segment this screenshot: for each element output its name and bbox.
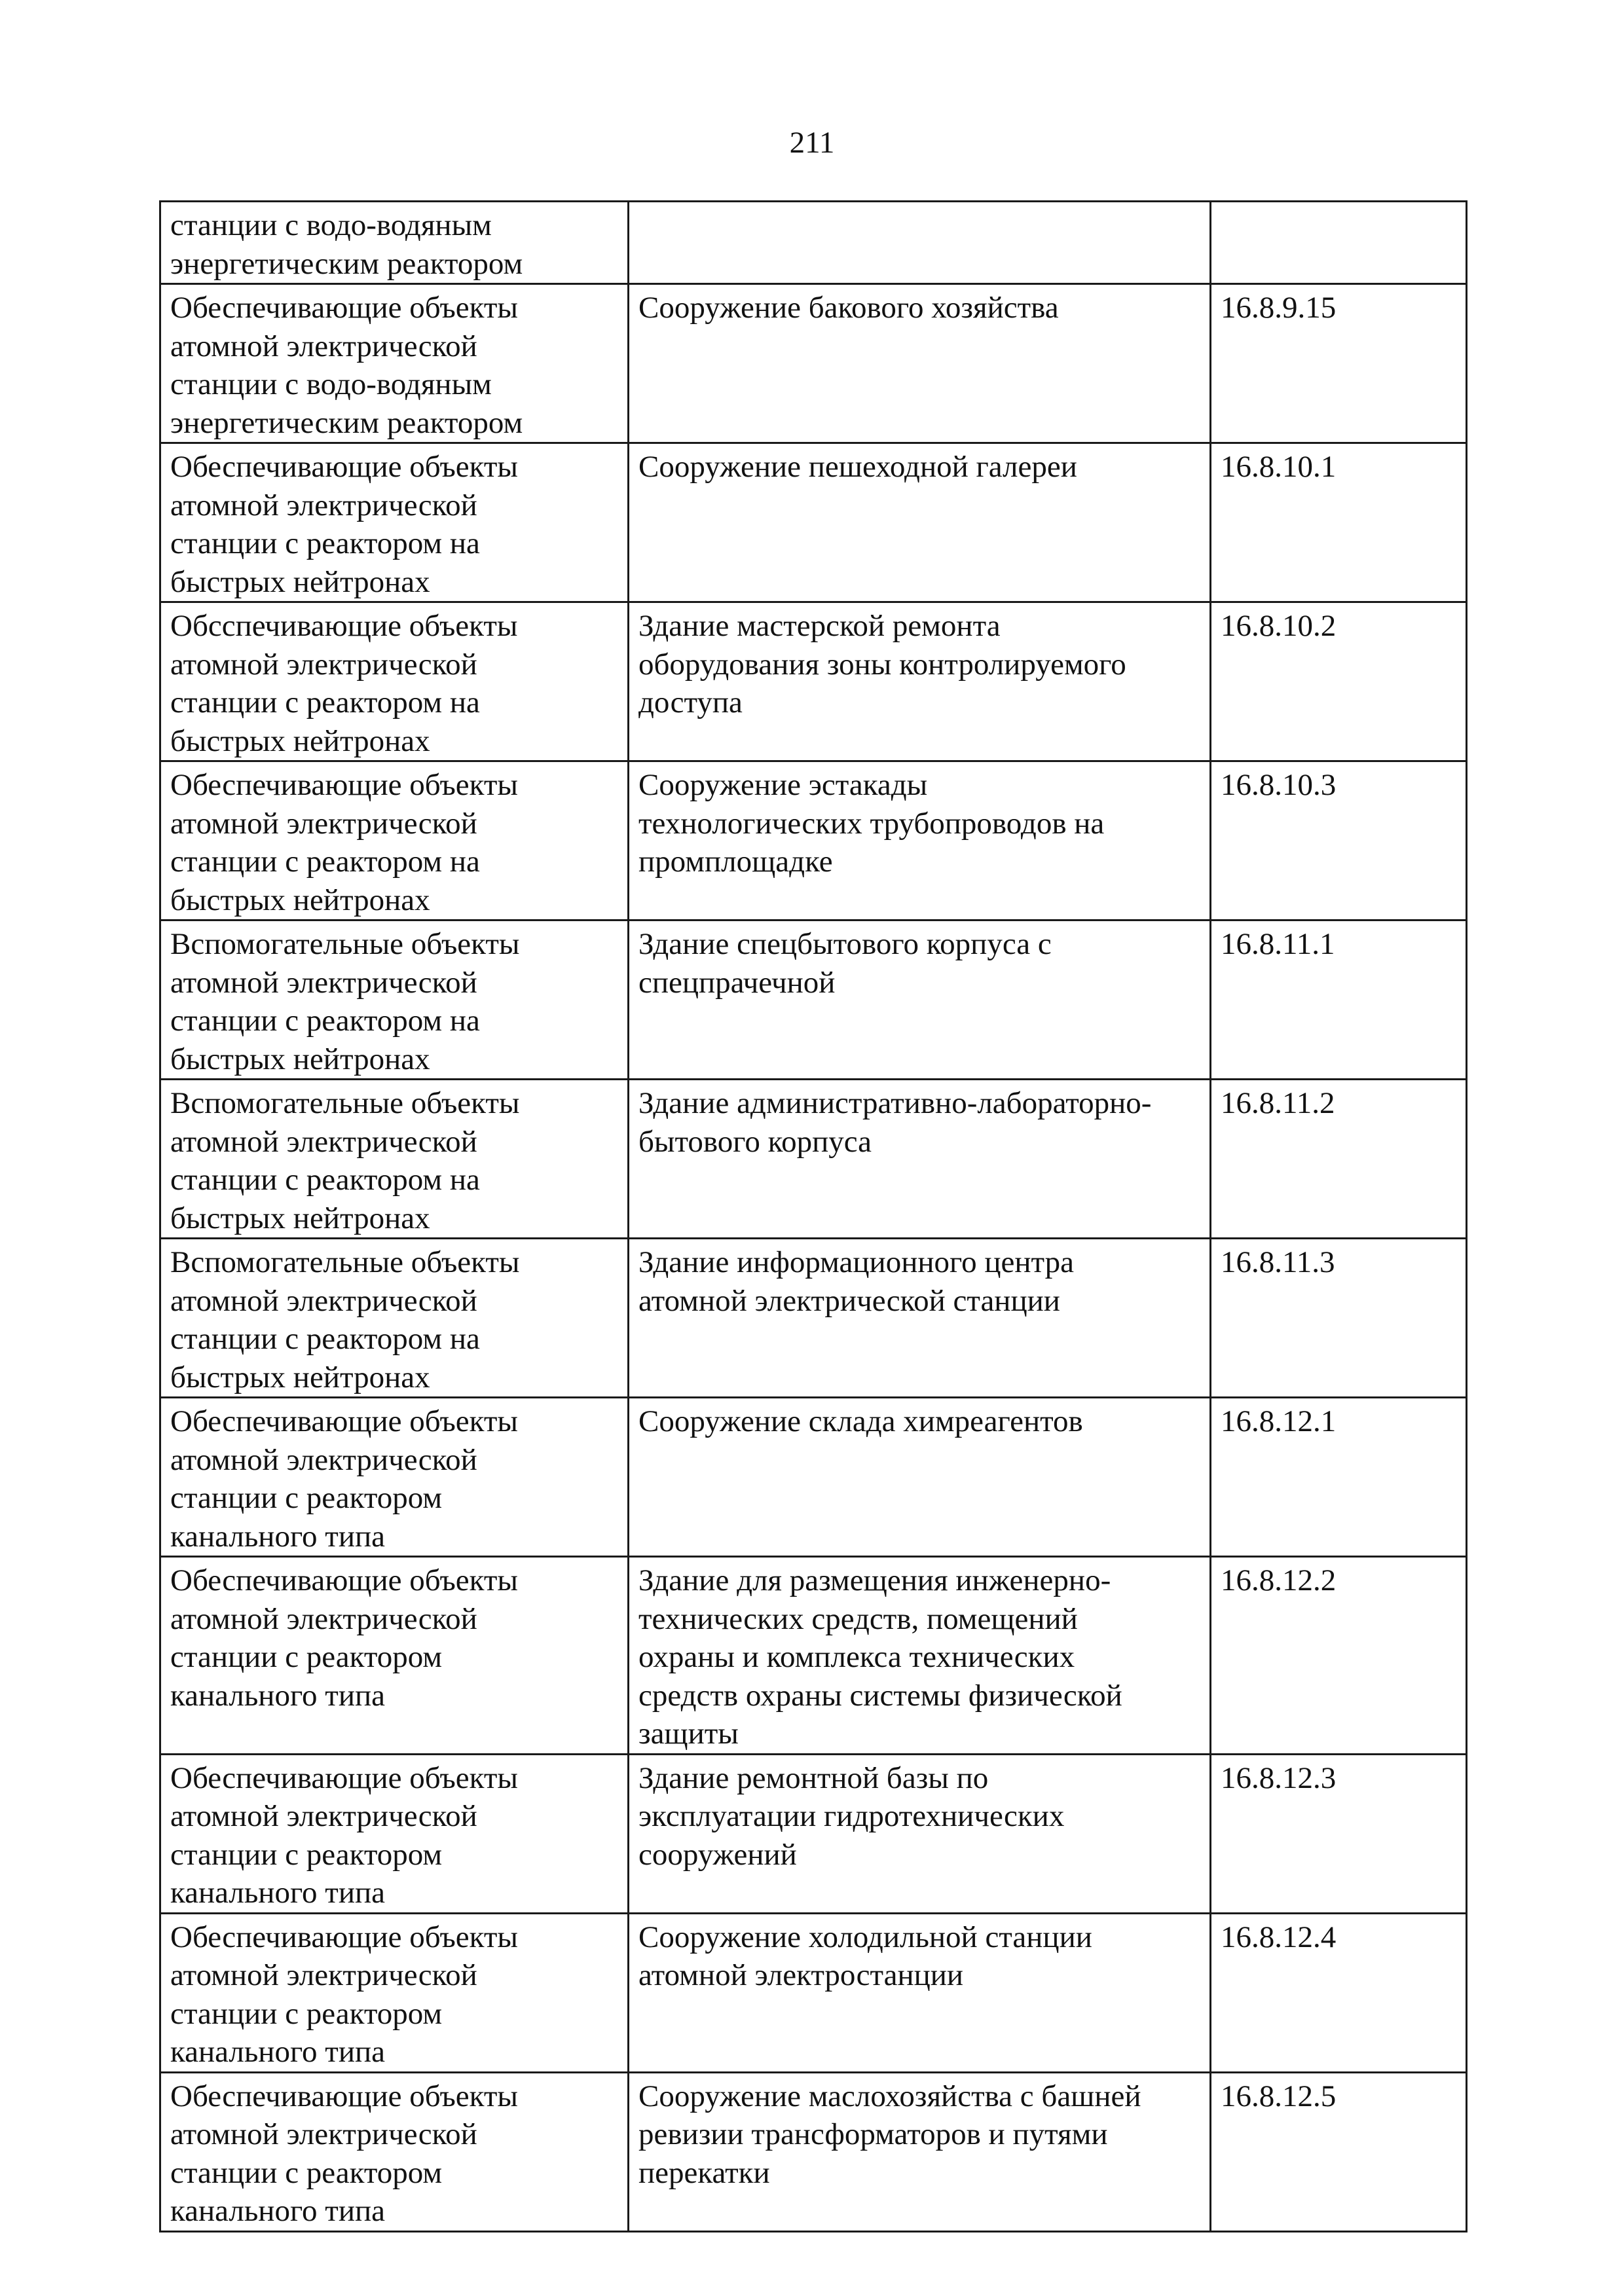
table-row xyxy=(160,443,1467,602)
category-cell: Обеспечивающие объекты атомной электрической станции с реактором на быстрых нейтронах xyxy=(160,443,629,602)
category-cell: Вспомогательные объекты атомной электрической станции с реактором на быстрых нейтронах xyxy=(160,920,629,1080)
object-cell: Сооружение эстакады технологических трубопроводов на промплощадке xyxy=(629,761,1211,920)
table-row xyxy=(160,602,1467,761)
category-cell: Обеспечивающие объекты атомной электрической станции с реактором на быстрых нейтронах xyxy=(160,761,629,920)
object-cell: Здание мастерской ремонта оборудования зоны контролируемого доступа xyxy=(629,602,1211,761)
code-cell: 16.8.12.5 xyxy=(1211,2072,1467,2231)
code-cell: 16.8.10.3 xyxy=(1211,761,1467,920)
category-cell: Обеспечивающие объекты атомной электрической станции с реактором канального типа xyxy=(160,1557,629,1755)
objects-table xyxy=(159,200,1467,2232)
category-cell: Обеспечивающие объекты атомной электрической станции с реактором канального типа xyxy=(160,1398,629,1557)
code-cell: 16.8.11.2 xyxy=(1211,1080,1467,1239)
table-row xyxy=(160,1913,1467,2072)
table-row xyxy=(160,1557,1467,1755)
object-cell: Здание ремонтной базы по эксплуатации гидротехнических сооружений xyxy=(629,1754,1211,1913)
table-row xyxy=(160,761,1467,920)
table-row xyxy=(160,202,1467,284)
code-cell: 16.8.12.4 xyxy=(1211,1913,1467,2072)
code-cell xyxy=(1211,202,1467,284)
code-cell: 16.8.12.2 xyxy=(1211,1557,1467,1755)
table-row xyxy=(160,1754,1467,1913)
object-cell: Здание информационного центра атомной электрической станции xyxy=(629,1239,1211,1398)
category-cell: Обеспечивающие объекты атомной электрической станции с реактором канального типа xyxy=(160,1754,629,1913)
category-cell: Вспомогательные объекты атомной электрической станции с реактором на быстрых нейтронах xyxy=(160,1080,629,1239)
object-cell: Сооружение бакового хозяйства xyxy=(629,284,1211,443)
code-cell: 16.8.10.1 xyxy=(1211,443,1467,602)
category-cell: Обсспечивающие объекты атомной электрической станции с реактором на быстрых нейтронах xyxy=(160,602,629,761)
object-cell: Сооружение склада химреагентов xyxy=(629,1398,1211,1557)
object-cell: Здание административно-лабораторно- бытового корпуса xyxy=(629,1080,1211,1239)
table-row xyxy=(160,1239,1467,1398)
object-cell: Здание для размещения инженерно- технических средств, помещений охраны и комплекса технических средств охраны системы физической защиты xyxy=(629,1557,1211,1755)
category-cell: Вспомогательные объекты атомной электрической станции с реактором на быстрых нейтронах xyxy=(160,1239,629,1398)
category-cell: Обеспечивающие объекты атомной электрической станции с водо-водяным энергетическим реактором xyxy=(160,284,629,443)
category-cell: Обеспечивающие объекты атомной электрической станции с реактором канального типа xyxy=(160,2072,629,2231)
object-cell: Здание спецбытового корпуса с спецпрачечной xyxy=(629,920,1211,1080)
object-cell: Сооружение маслохозяйства с башней ревизии трансформаторов и путями перекатки xyxy=(629,2072,1211,2231)
object-cell: Сооружение пешеходной галереи xyxy=(629,443,1211,602)
code-cell: 16.8.11.1 xyxy=(1211,920,1467,1080)
code-cell: 16.8.11.3 xyxy=(1211,1239,1467,1398)
table-row xyxy=(160,284,1467,443)
code-cell: 16.8.10.2 xyxy=(1211,602,1467,761)
category-cell: Обеспечивающие объекты атомной электрической станции с реактором канального типа xyxy=(160,1913,629,2072)
code-cell: 16.8.12.1 xyxy=(1211,1398,1467,1557)
object-cell xyxy=(629,202,1211,284)
table-row xyxy=(160,1398,1467,1557)
table-row xyxy=(160,1080,1467,1239)
code-cell: 16.8.12.3 xyxy=(1211,1754,1467,1913)
table-row xyxy=(160,2072,1467,2231)
category-cell: станции с водо-водяным энергетическим реактором xyxy=(160,202,629,284)
page-number: 211 xyxy=(789,126,835,160)
table-row xyxy=(160,920,1467,1080)
code-cell: 16.8.9.15 xyxy=(1211,284,1467,443)
object-cell: Сооружение холодильной станции атомной электростанции xyxy=(629,1913,1211,2072)
